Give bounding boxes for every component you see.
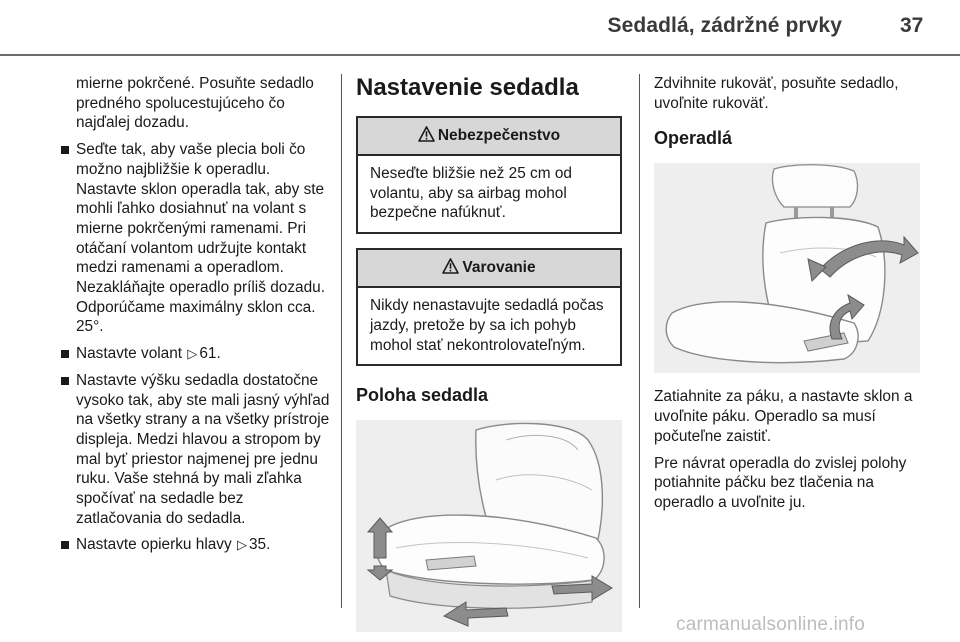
bullet-square-icon <box>61 377 69 385</box>
warning-notice-text: Nikdy nenastavujte sedadlá počas jazdy, pretože by sa ich pohyb mohol stať nekontrolovateľným. <box>370 297 604 354</box>
bullet-square-icon <box>61 541 69 549</box>
column-divider-2 <box>639 74 640 608</box>
section-title: Nastavenie sedadla <box>356 74 579 101</box>
list-item <box>44 535 330 555</box>
list-item <box>44 140 330 337</box>
warning-notice-title: Varovanie <box>462 259 536 277</box>
page-reference-link[interactable]: 61. <box>199 345 221 363</box>
reference-arrow-icon: ▷ <box>236 537 247 553</box>
page-header-title: Sedadlá, zádržné prvky <box>607 14 842 37</box>
column-divider-1 <box>341 74 342 608</box>
column-1 <box>44 74 330 562</box>
seat-position-diagram <box>356 420 622 632</box>
seat-position-instructions: Zdvihnite rukoväť, posuňte sedadlo, uvoľnite rukoväť. <box>654 75 899 112</box>
backrest-title: Operadlá <box>654 128 733 149</box>
list-item-text: Nastavte volant <box>76 345 183 363</box>
seat-position-illustration <box>356 420 622 632</box>
seat-position-title: Poloha sedadla <box>356 385 489 406</box>
column-2 <box>356 74 622 632</box>
reference-arrow-icon: ▷ <box>187 346 198 362</box>
watermark-text: carmanualsonline.info <box>676 614 866 635</box>
backrest-diagram <box>654 163 920 373</box>
danger-notice <box>356 116 622 234</box>
header-rule <box>0 54 960 56</box>
page-number: 37 <box>900 14 924 37</box>
bullet-square-icon <box>61 146 69 154</box>
list-item <box>44 344 330 364</box>
list-item-text: Seďte tak, aby vaše plecia boli čo možno najbližšie k operadlu. Nastavte sklon operadla tak, aby ste mohli ľahko dosiahnuť na volant s mierne pokrčenými ramenami. Pri otáčaní volantom udržujte kontakt medzi ramenami a operadlom. Nezakláňajte operadlo príliš dozadu. Odporúčame maximálny sklon cca. 25°. <box>76 141 325 336</box>
danger-notice-header <box>358 118 620 156</box>
list-item <box>44 371 330 529</box>
danger-notice-text: Neseďte bližšie než 25 cm od volantu, aby sa airbag mohol bezpečne nafúknuť. <box>370 165 572 222</box>
warning-notice-header <box>358 250 620 288</box>
list-item-text: Nastavte opierku hlavy <box>76 536 232 554</box>
bullet-square-icon <box>61 350 69 358</box>
list-item-text: Nastavte výšku sedadla dostatočne vysoko tak, aby ste mali jasný výhľad na všetky strany a na všetky prístroje displeja. Medzi hlavou a stropom by mal byť priestor najmenej pre jednu ruku. Vaše stehná by mali zľahka spočívať na sedadle bez zatlačovania do sedadla. <box>76 371 330 527</box>
warning-triangle-icon <box>418 126 435 142</box>
warning-triangle-icon <box>442 258 459 274</box>
backrest-illustration <box>654 163 920 373</box>
page-reference-link[interactable]: 35. <box>248 536 271 554</box>
warning-notice <box>356 248 622 366</box>
continuation-paragraph: mierne pokrčené. Posuňte sedadlo predného spolucestujúceho čo najďalej dozadu. <box>76 75 314 132</box>
backrest-instructions-1: Zatiahnite za páku, a nastavte sklon a uvoľnite páku. Operadlo sa musí počuteľne zaistiť. <box>654 388 913 445</box>
adjustment-bullet-list <box>44 140 330 555</box>
backrest-instructions-2: Pre návrat operadla do zvislej polohy potiahnite páčku bez tlačenia na operadlo a uvoľnite ju. <box>654 454 907 511</box>
danger-notice-title: Nebezpečenstvo <box>437 127 561 144</box>
column-3 <box>654 74 924 520</box>
